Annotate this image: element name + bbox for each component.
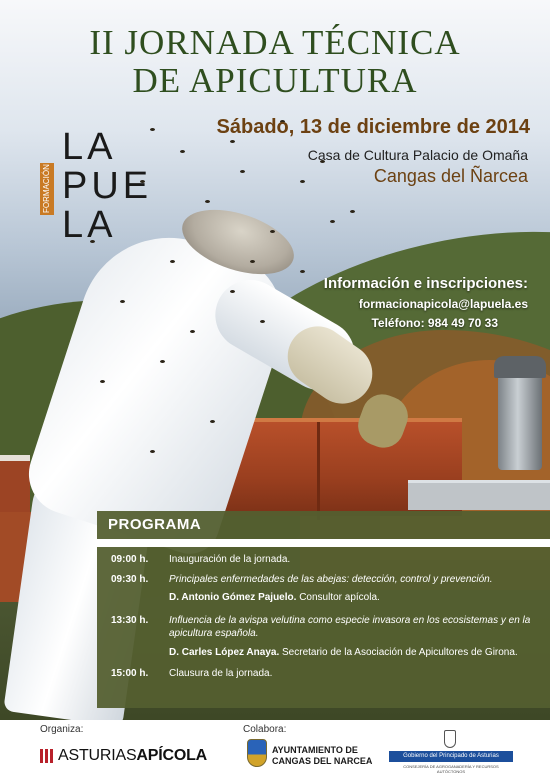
program-text: Principales enfermedades de las abejas: detección, control y prevención. xyxy=(169,574,493,585)
speaker-name: D. Carles López Anaya. xyxy=(169,647,280,658)
program-time: 13:30 h. xyxy=(111,615,149,626)
program-panel xyxy=(97,511,550,708)
program-time: 09:30 h. xyxy=(111,574,149,585)
program-divider xyxy=(97,539,550,547)
bee-icon xyxy=(210,420,215,423)
event-venue: Casa de Cultura Palacio de Omaña xyxy=(307,147,528,163)
bee-icon xyxy=(350,210,355,213)
program-time: 15:00 h. xyxy=(111,668,149,679)
bee-icon xyxy=(100,380,105,383)
bee-icon xyxy=(170,260,175,263)
bee-icon xyxy=(120,300,125,303)
logo-la-puela-line-2: PUE xyxy=(62,165,153,207)
ayuntamiento-line-2: CANGAS DEL NARCEA xyxy=(272,756,373,766)
asturias-crest-icon xyxy=(444,730,456,748)
event-town: Cangas del Ñarcea xyxy=(373,166,528,186)
bee-icon xyxy=(300,270,305,273)
bee-icon xyxy=(230,290,235,293)
asturias-apicola-logo-icon xyxy=(40,749,56,763)
program-title: PROGRAMA xyxy=(108,516,202,533)
program-text: Inauguración de la jornada. xyxy=(169,554,291,565)
speaker-role: Secretario de la Asociación de Apicultores de Girona. xyxy=(282,647,518,658)
contact-phone[interactable]: Teléfono: 984 49 70 33 xyxy=(371,316,498,330)
bee-icon xyxy=(330,220,335,223)
bee-icon xyxy=(260,320,265,323)
bee-icon xyxy=(180,150,185,153)
speaker-role: Consultor apícola. xyxy=(299,592,380,603)
consejeria-label: CONSEJERÍA DE AGROGANADERÍA Y RECURSOS AUTÓCTONOS xyxy=(403,764,499,774)
logo-formacion-tag: FORMACIÓN xyxy=(40,163,54,215)
logo-la-puela-line-3: LA xyxy=(62,204,117,246)
bee-icon xyxy=(250,260,255,263)
bee-icon xyxy=(240,170,245,173)
apicola-word: APÍCOLA xyxy=(136,747,208,764)
poster-title-line-1: II JORNADA TÉCNICA xyxy=(89,23,461,62)
speaker-name: D. Antonio Gómez Pajuelo. xyxy=(169,592,297,603)
bee-icon xyxy=(150,450,155,453)
logo-la-puela-line-1: LA xyxy=(62,126,117,168)
ayuntamiento-line-1: AYUNTAMIENTO DE xyxy=(272,745,358,755)
sponsor-footer xyxy=(0,720,550,777)
program-time: 09:00 h. xyxy=(111,554,149,565)
organiza-label: Organiza: xyxy=(40,724,84,735)
bee-icon xyxy=(205,200,210,203)
contact-heading: Información e inscripciones: xyxy=(323,275,528,292)
bee-smoker xyxy=(498,370,542,470)
asturias-apicola-logo xyxy=(58,747,207,765)
colabora-label: Colabora: xyxy=(243,724,287,735)
cangas-coat-of-arms-icon xyxy=(247,739,267,767)
event-date: Sábado, 13 de diciembre de 2014 xyxy=(216,116,530,138)
program-text: Clausura de la jornada. xyxy=(169,668,273,679)
program-text: Influencia de la avispa velutina como especie invasora en los ecosistemas y en la apicultura española. xyxy=(169,615,531,639)
poster-title-line-2: DE APICULTURA xyxy=(132,61,418,100)
bee-icon xyxy=(190,330,195,333)
bee-icon xyxy=(300,180,305,183)
hive-lid xyxy=(408,480,550,510)
bee-icon xyxy=(270,230,275,233)
asturias-word: ASTURIAS xyxy=(58,747,137,764)
contact-email[interactable]: formacionapicola@lapuela.es xyxy=(358,297,528,311)
bee-icon xyxy=(230,140,235,143)
beehive-left-top xyxy=(0,455,30,515)
gobierno-asturias-logo: Gobierno del Principado de Asturias xyxy=(389,751,513,762)
bee-icon xyxy=(160,360,165,363)
bee-icon xyxy=(150,128,155,131)
